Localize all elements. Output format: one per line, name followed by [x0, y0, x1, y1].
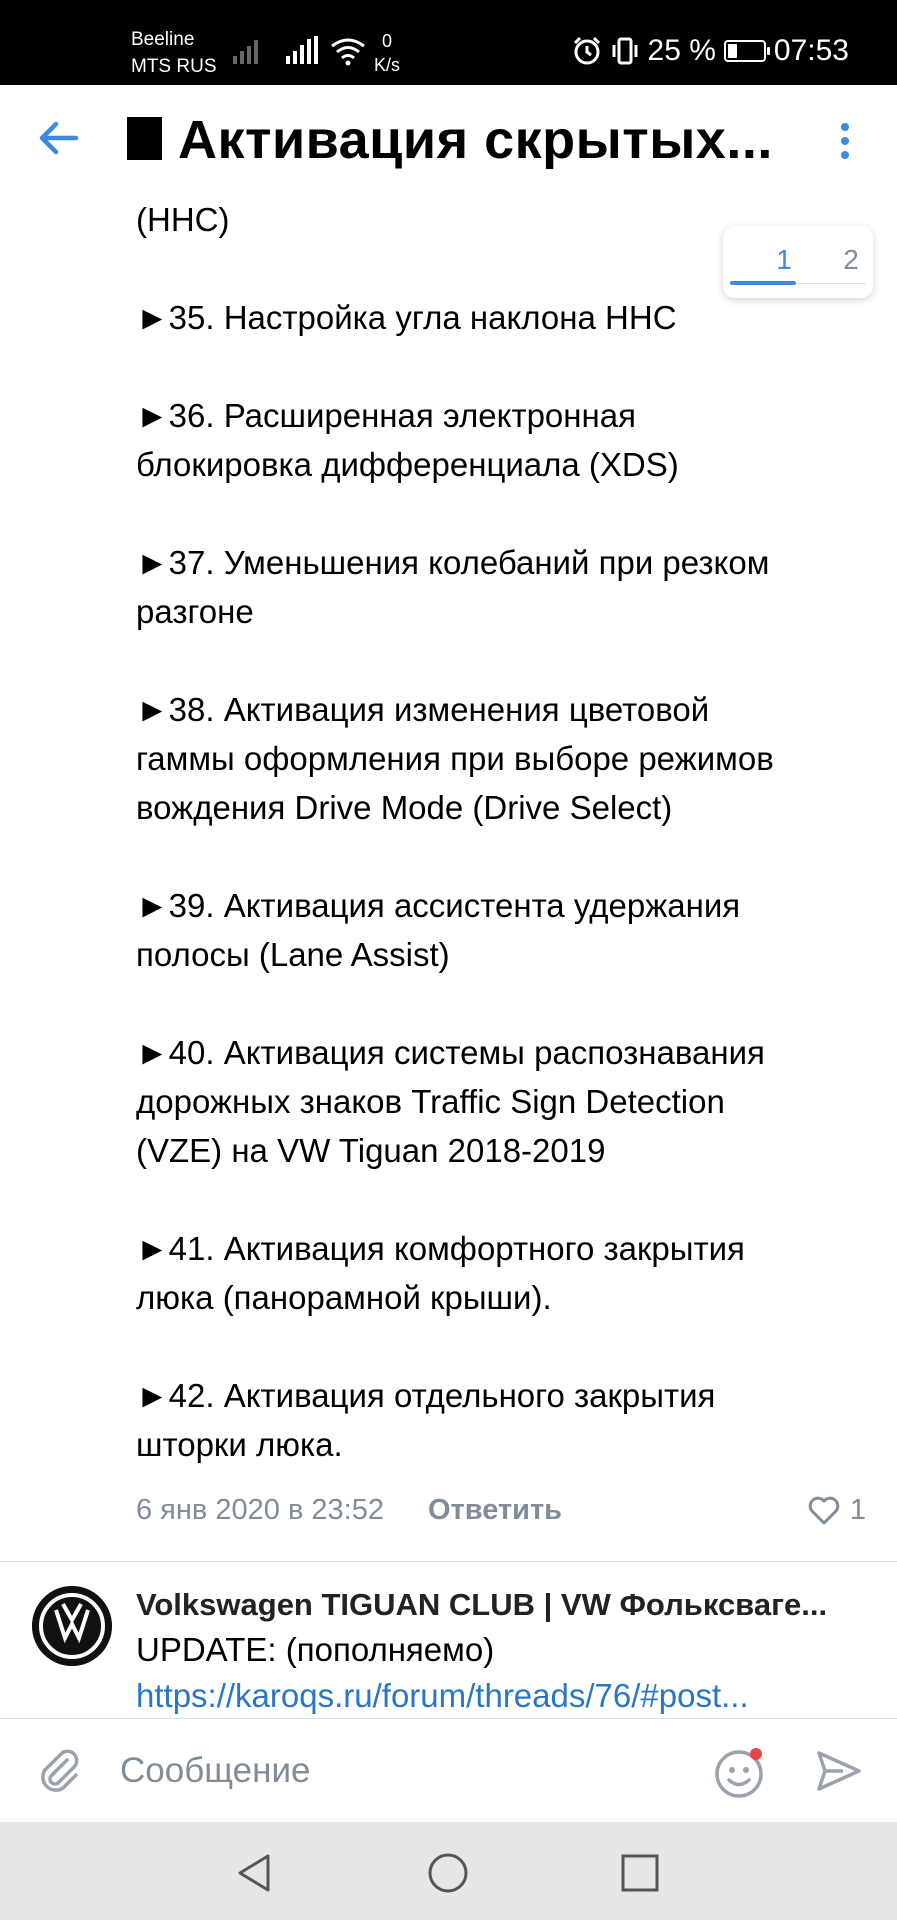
post-line: полосы (Lane Assist) — [136, 936, 450, 973]
carrier-2: MTS RUS — [131, 56, 217, 77]
send-icon[interactable] — [815, 1747, 863, 1795]
page-1-button[interactable]: 1 — [776, 244, 792, 275]
vibrate-icon — [610, 36, 640, 66]
reply-button[interactable]: Ответить — [428, 1494, 563, 1526]
carrier-info — [131, 26, 217, 80]
emoji-icon[interactable] — [713, 1744, 769, 1800]
carrier-1: Beeline — [131, 29, 195, 50]
clock: 07:53 — [773, 34, 849, 67]
alarm-icon — [572, 36, 602, 66]
post-line: ►39. Активация ассистента удержания — [136, 887, 741, 924]
post-line: гаммы оформления при выборе режимов — [136, 740, 774, 777]
post-line: ►35. Настройка угла наклона HHC — [136, 299, 677, 336]
post-date: 6 янв 2020 в 23:52 — [136, 1494, 384, 1526]
post-line: люка (панорамной крыши). — [136, 1279, 552, 1316]
battery-icon — [724, 40, 766, 62]
nav-back-icon[interactable] — [234, 1852, 276, 1894]
status-right — [572, 34, 849, 68]
wifi-icon — [330, 36, 366, 66]
system-nav-bar — [0, 1822, 897, 1920]
nav-recents-icon[interactable] — [619, 1852, 661, 1894]
pagination — [723, 226, 873, 298]
post-line: дорожных знаков Traffic Sign Detection — [136, 1083, 725, 1120]
network-speed-unit: K/s — [374, 55, 401, 75]
post-line: блокировка дифференциала (XDS) — [136, 446, 679, 483]
post-line: ►36. Расширенная электронная — [136, 397, 636, 434]
divider — [0, 1561, 897, 1562]
vw-logo-avatar — [32, 1586, 112, 1666]
post-line: (HHC) — [136, 201, 230, 238]
quote-author[interactable]: Volkswagen TIGUAN CLUB | VW Фольксваге... — [136, 1587, 828, 1622]
post-line: ►41. Активация комфортного закрытия — [136, 1230, 745, 1267]
network-speed — [374, 29, 400, 77]
status-bar — [0, 0, 897, 85]
post-line: ►40. Активация системы распознавания — [136, 1034, 765, 1071]
attach-icon[interactable] — [34, 1745, 84, 1795]
battery-percent: 25 % — [647, 34, 716, 67]
quote-text: UPDATE: (пополняемо) — [136, 1631, 495, 1668]
signal-strength-icon — [286, 36, 320, 64]
post-line: ►37. Уменьшения колебаний при резком — [136, 544, 770, 581]
nav-home-icon[interactable] — [427, 1852, 469, 1894]
message-composer — [0, 1718, 897, 1823]
battery-fill — [728, 44, 737, 58]
post-line: вождения Drive Mode (Drive Select) — [136, 789, 673, 826]
app-header — [0, 85, 897, 195]
like-count: 1 — [849, 1494, 866, 1526]
page-2-button[interactable]: 2 — [843, 244, 859, 275]
post-line: ►42. Активация отдельного закрытия — [136, 1377, 716, 1414]
post-content — [136, 195, 866, 1469]
active-page-indicator — [730, 281, 796, 285]
signal-strength-icon — [233, 38, 263, 64]
title-emoji-block — [127, 117, 162, 160]
page-title: Активация скрытых... — [178, 110, 773, 170]
post-line: разгоне — [136, 593, 254, 630]
post-meta — [136, 1494, 866, 1534]
back-arrow-icon[interactable] — [36, 113, 86, 163]
post-line: шторки люка. — [136, 1426, 343, 1463]
post-line: ►38. Активация изменения цветовой — [136, 691, 710, 728]
heart-icon — [808, 1496, 840, 1526]
network-speed-value: 0 — [382, 31, 393, 51]
post-line: (VZE) на VW Tiguan 2018-2019 — [136, 1132, 606, 1169]
message-input[interactable] — [118, 1745, 682, 1797]
like-button[interactable] — [808, 1494, 866, 1527]
quote-link[interactable]: https://karoqs.ru/forum/threads/76/#post... — [136, 1677, 749, 1714]
quoted-post[interactable] — [0, 1565, 897, 1717]
more-options-icon[interactable] — [835, 123, 855, 163]
